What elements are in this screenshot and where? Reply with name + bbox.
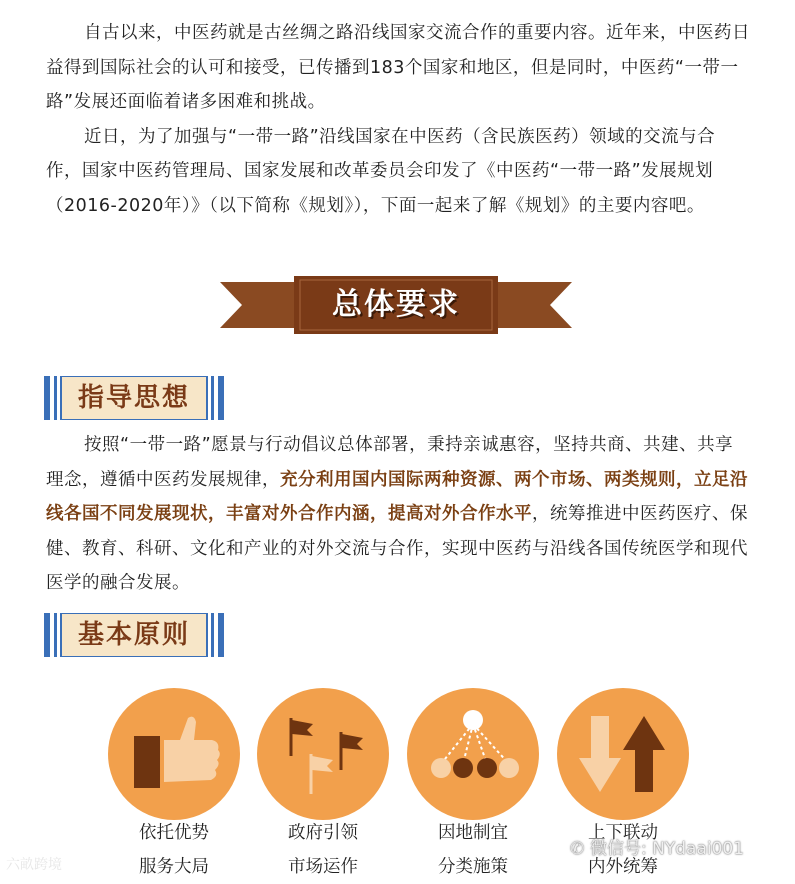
principle-1-line2: 服务大局 (139, 857, 209, 877)
principle-4-line1: 上下联动 (588, 823, 658, 843)
section-principles-header (44, 613, 224, 657)
hierarchy-icon (407, 688, 539, 820)
watermark-right-text: 微信号: NYdaai001 (590, 839, 745, 859)
thumbs-up-icon (108, 688, 240, 820)
section-guiding-header (44, 376, 224, 420)
watermark-left (6, 854, 62, 874)
principle-4-line2: 内外统筹 (588, 857, 658, 877)
principle-circle-4 (557, 688, 689, 820)
principle-3-line2: 分类施策 (438, 857, 508, 877)
banner-title: 总体要求 (332, 287, 460, 322)
principle-circle-1 (108, 688, 240, 820)
guiding-text-after: ，统筹推进中医药医疗、保健、教育、科研、文化和产业的对外交流与合作，实现中医药与沿线各国传统医学和现代医学的融合发展。 (46, 504, 748, 593)
section-banner (220, 276, 572, 334)
guiding-text-before: 按照“一带一路”愿景与行动倡议总体部署，秉持亲诚惠容，坚持共商、共建、共享理念，遵循中医药发展规律， (46, 435, 734, 490)
flags-icon (257, 688, 389, 820)
principle-caption-2 (253, 816, 393, 884)
principle-circle-3 (407, 688, 539, 820)
wechat-icon: ✆ (570, 839, 585, 859)
intro-paragraph-2: 近日，为了加强与“一带一路”沿线国家在中医药（含民族医药）领域的交流与合作，国家中医药管理局、国家发展和改革委员会印发了《中医药“一带一路”发展规划（2016-2020年）》（以下简称《规划》），下面一起来了解《规划》的主要内容吧。 (46, 126, 716, 216)
intro-text (46, 16, 751, 223)
watermark-right (570, 834, 744, 859)
principle-caption-3 (403, 816, 543, 884)
principle-2-line1: 政府引领 (288, 823, 358, 843)
principle-3-line1: 因地制宜 (438, 823, 508, 843)
guiding-title: 指导思想 (77, 383, 190, 413)
principle-circle-2 (257, 688, 389, 820)
watermark-left-text: 六畝跨境 (6, 857, 62, 873)
principle-1-line1: 依托优势 (139, 823, 209, 843)
principles-title: 基本原则 (77, 620, 190, 650)
principle-2-line2: 市场运作 (288, 857, 358, 877)
principle-caption-1 (104, 816, 244, 884)
up-down-arrows-icon (557, 688, 689, 820)
intro-paragraph-1: 自古以来，中医药就是古丝绸之路沿线国家交流合作的重要内容。近年来，中医药日益得到国际社会的认可和接受，已传播到183个国家和地区，但是同时，中医药“一带一路”发展还面临着诸多困难和挑战。 (46, 23, 750, 112)
guiding-text-highlight: 充分利用国内国际两种资源、两个市场、两类规则，立足沿线各国不同发展现状，丰富对外合作内涵，提高对外合作水平 (46, 469, 748, 524)
guiding-text (46, 428, 751, 601)
